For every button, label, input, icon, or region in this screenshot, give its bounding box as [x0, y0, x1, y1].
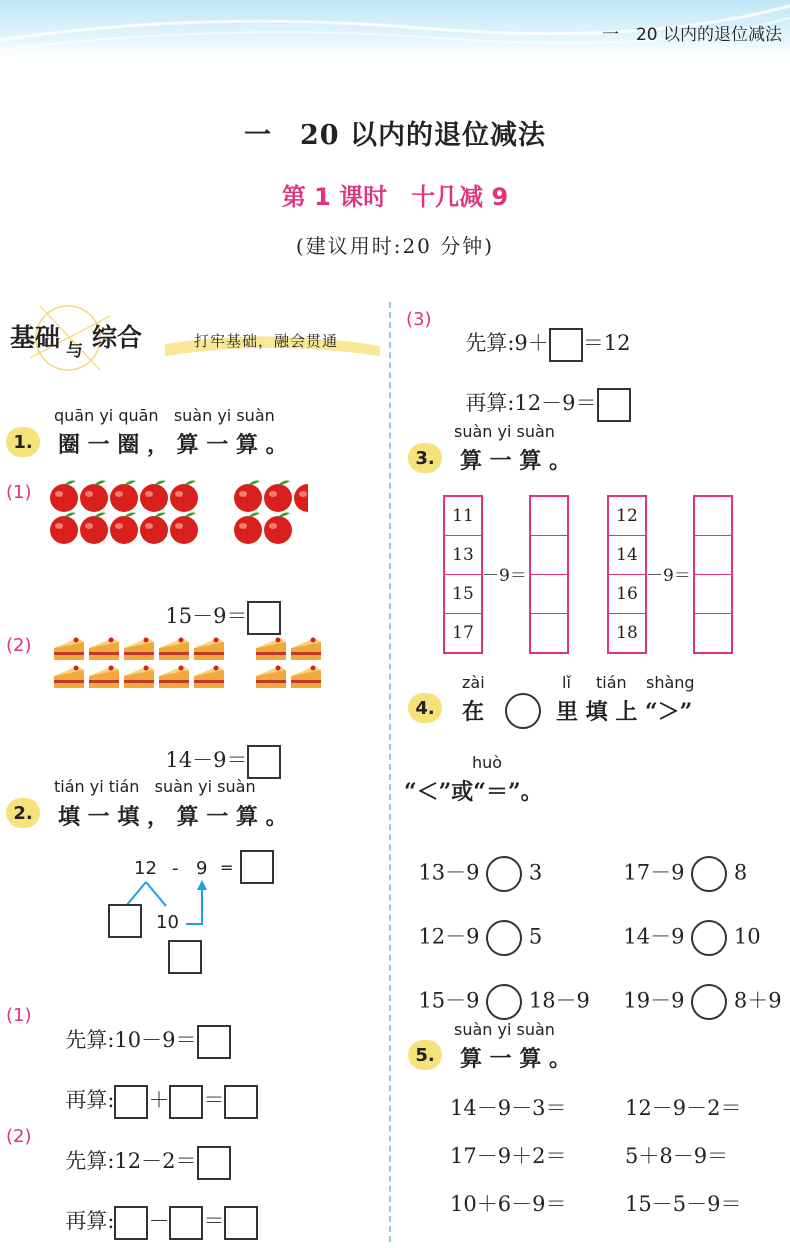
- answer-box[interactable]: [247, 601, 281, 635]
- q3-right-input-column: [607, 495, 647, 654]
- q4-instruction-circle: [505, 693, 541, 729]
- compare-right: 8＋9: [733, 988, 782, 1013]
- q4-pinyin-huo: huò: [472, 753, 503, 772]
- q1-number-badge: 1.: [6, 427, 40, 457]
- compare-left: 17－9: [623, 860, 685, 885]
- apple-icon: [140, 513, 168, 545]
- compare-left: 12－9: [418, 924, 480, 949]
- q2-part3-first: [452, 303, 631, 362]
- compare-circle[interactable]: [691, 856, 727, 892]
- running-header: 一 20 以内的退位减法: [601, 25, 782, 45]
- cake-icon: [256, 666, 286, 689]
- answer-cell[interactable]: [531, 575, 567, 614]
- cake-icon: [159, 666, 189, 689]
- apple-icon: [80, 481, 108, 513]
- q2-part3-then: [452, 363, 631, 422]
- answer-box[interactable]: [247, 745, 281, 779]
- compare-circle[interactable]: [486, 856, 522, 892]
- q3-left-input-column: [443, 495, 483, 654]
- diagram-minuend: 12: [134, 858, 157, 879]
- input-cell: 16: [609, 575, 645, 614]
- compare-circle[interactable]: [486, 920, 522, 956]
- lesson-title: 第 1 课时 十几减 9: [281, 183, 509, 211]
- q2-part1-then: [52, 1060, 258, 1119]
- apple-icon: [264, 481, 292, 513]
- q4-pinyin-zai: zài: [462, 673, 485, 692]
- q1-part1-label: (1): [6, 482, 32, 503]
- compare-right: 18－9: [528, 988, 590, 1013]
- q5-pinyin: suàn yi suàn: [454, 1020, 555, 1039]
- q4-instruction-rest: 里 填 上 “＞”: [556, 699, 693, 725]
- cake-icon: [194, 638, 224, 661]
- q1-instruction: 圈 一 圈 ， 算 一 算 。: [58, 432, 288, 458]
- cake-icon: [124, 638, 154, 661]
- q4-compare-item: [405, 960, 590, 1020]
- q3-right-answer-column: [693, 495, 733, 654]
- q2-part2-first-text: 先算:12－2＝: [65, 1149, 197, 1173]
- diagram-split-left-box[interactable]: [108, 904, 142, 938]
- answer-cell[interactable]: [695, 575, 731, 614]
- q5-instruction: 算 一 算 。: [460, 1046, 571, 1072]
- q4-pinyin-tian: tián: [596, 673, 627, 692]
- q2-part1-first-text: 先算:10－9＝: [65, 1028, 197, 1052]
- q3-right-operator: －9＝: [646, 566, 691, 586]
- apple-icon: [170, 513, 198, 545]
- compare-right: 10: [733, 924, 761, 949]
- compare-circle[interactable]: [486, 984, 522, 1020]
- banner-slogan: 打牢基础，融会贯通: [194, 332, 339, 350]
- q2-part2-label: (2): [6, 1126, 32, 1147]
- answer-box[interactable]: [224, 1206, 258, 1240]
- decomposition-diagram: [100, 848, 290, 978]
- section-banner: [0, 298, 385, 378]
- q2-part3-then-text: 再算:12－9＝: [465, 391, 597, 415]
- answer-cell[interactable]: [695, 497, 731, 536]
- minus-sign: －: [148, 1209, 170, 1233]
- q4-instruction-start: 在: [462, 699, 485, 725]
- apple-icon: [264, 513, 292, 545]
- diagram-equals: =: [220, 858, 234, 877]
- compare-left: 14－9: [623, 924, 685, 949]
- answer-box[interactable]: [114, 1206, 148, 1240]
- cake-icon: [89, 666, 119, 689]
- then-label: 再算:: [65, 1209, 115, 1233]
- q2-number-badge: 2.: [6, 798, 40, 828]
- input-cell: 14: [609, 536, 645, 575]
- cake-icon: [194, 666, 224, 689]
- cake-icon: [54, 638, 84, 661]
- input-cell: 13: [445, 536, 481, 575]
- compare-right: 3: [528, 860, 543, 885]
- suggested-time: (建议用时:20 分钟): [295, 234, 495, 258]
- apple-icon: [80, 513, 108, 545]
- q2-part2-first: [52, 1121, 231, 1180]
- answer-box[interactable]: [114, 1085, 148, 1119]
- cake-icon: [159, 638, 189, 661]
- q1-part2-label: (2): [6, 635, 32, 656]
- unit-title: 一 20 以内的退位减法: [244, 120, 546, 151]
- q4-number-badge: 4.: [408, 693, 442, 723]
- answer-box[interactable]: [197, 1025, 231, 1059]
- q3-left-answer-column: [529, 495, 569, 654]
- apple-icon: [294, 481, 308, 513]
- compare-right: 5: [528, 924, 543, 949]
- answer-box[interactable]: [549, 328, 583, 362]
- compare-left: 19－9: [623, 988, 685, 1013]
- q3-instruction: 算 一 算 。: [460, 448, 571, 474]
- q1-pinyin: quān yi quān suàn yi suàn: [54, 406, 275, 425]
- q1-part2-expression: 14－9＝: [165, 748, 248, 772]
- cake-icon: [291, 638, 321, 661]
- apple-icon: [234, 513, 262, 545]
- q3-left-operator: －9＝: [482, 566, 527, 586]
- q4-pinyin-shang: shàng: [646, 673, 695, 692]
- q2-part1-first: [52, 1000, 231, 1059]
- then-label: 再算:: [65, 1088, 115, 1112]
- q3-number-badge: 3.: [408, 443, 442, 473]
- q1-part1-expression: 15－9＝: [165, 604, 248, 628]
- equals-sign: ＝: [203, 1088, 225, 1112]
- answer-cell[interactable]: [531, 536, 567, 575]
- apple-icon: [234, 481, 262, 513]
- q2-part3-first-text: 先算:9＋: [465, 331, 549, 355]
- compare-left: 13－9: [418, 860, 480, 885]
- compare-circle[interactable]: [691, 984, 727, 1020]
- apple-icon: [110, 481, 138, 513]
- q2-part1-label: (1): [6, 1005, 32, 1026]
- apple-group: [48, 480, 308, 552]
- banner-label-mid: 与: [66, 341, 83, 361]
- q2-part3-label: (3): [406, 309, 432, 330]
- q5-expression: 14－9－3＝: [450, 1096, 567, 1120]
- apple-icon: [50, 481, 78, 513]
- q4-instruction-line2: “＜”或“＝”。: [404, 779, 543, 805]
- q1-part1-equation: [152, 576, 281, 635]
- banner-label-main: 基础: [10, 323, 61, 352]
- diagram-minus: -: [172, 858, 179, 879]
- input-cell: 12: [609, 497, 645, 536]
- q4-compare-item: [610, 832, 747, 892]
- q5-expression: 12－9－2＝: [625, 1096, 742, 1120]
- cake-icon: [124, 666, 154, 689]
- answer-cell[interactable]: [531, 497, 567, 536]
- answer-box[interactable]: [169, 1206, 203, 1240]
- cake-icon: [256, 638, 286, 661]
- plus-sign: ＋: [148, 1088, 170, 1112]
- cake-icon: [54, 666, 84, 689]
- input-cell: 15: [445, 575, 481, 614]
- banner-label-end: 综合: [92, 323, 143, 352]
- diagram-bottom-box[interactable]: [168, 940, 202, 974]
- apple-icon: [50, 513, 78, 545]
- apple-icon: [170, 481, 198, 513]
- q4-pinyin-li: lǐ: [562, 673, 571, 692]
- q3-pinyin: suàn yi suàn: [454, 422, 555, 441]
- answer-cell[interactable]: [695, 614, 731, 652]
- q5-expression: 5＋8－9＝: [625, 1144, 729, 1168]
- answer-box[interactable]: [224, 1085, 258, 1119]
- q2-part2-then: [52, 1181, 258, 1240]
- q2-pinyin: tián yi tián suàn yi suàn: [54, 777, 256, 796]
- q4-compare-item: [405, 896, 542, 956]
- input-cell: 18: [616, 623, 638, 643]
- compare-circle[interactable]: [691, 920, 727, 956]
- apple-icon: [140, 481, 168, 513]
- compare-right: 8: [733, 860, 748, 885]
- input-cell: 17: [452, 623, 474, 643]
- q2-part3-first-tail: ＝12: [582, 331, 631, 355]
- diagram-subtrahend: 9: [196, 858, 208, 879]
- answer-box[interactable]: [169, 1085, 203, 1119]
- q4-compare-item: [610, 896, 761, 956]
- answer-cell[interactable]: [531, 614, 567, 652]
- cake-icon: [291, 666, 321, 689]
- q5-number-badge: 5.: [408, 1040, 442, 1070]
- equals-sign: ＝: [203, 1209, 225, 1233]
- apple-icon: [110, 513, 138, 545]
- column-divider: [389, 302, 391, 1242]
- q1-part2-equation: [152, 720, 281, 779]
- q4-compare-item: [405, 832, 542, 892]
- q5-expression: 15－5－9＝: [625, 1192, 742, 1216]
- diagram-ten: 10: [156, 912, 179, 933]
- cake-icon: [89, 638, 119, 661]
- q2-instruction: 填 一 填 ， 算 一 算 。: [58, 804, 288, 830]
- answer-box[interactable]: [597, 388, 631, 422]
- q5-expression: 17－9＋2＝: [450, 1144, 567, 1168]
- compare-left: 15－9: [418, 988, 480, 1013]
- answer-cell[interactable]: [695, 536, 731, 575]
- input-cell: 11: [445, 497, 481, 536]
- q5-expression: 10＋6－9＝: [450, 1192, 567, 1216]
- q4-compare-item: [610, 960, 782, 1020]
- answer-box[interactable]: [197, 1146, 231, 1180]
- cake-group: [50, 632, 330, 694]
